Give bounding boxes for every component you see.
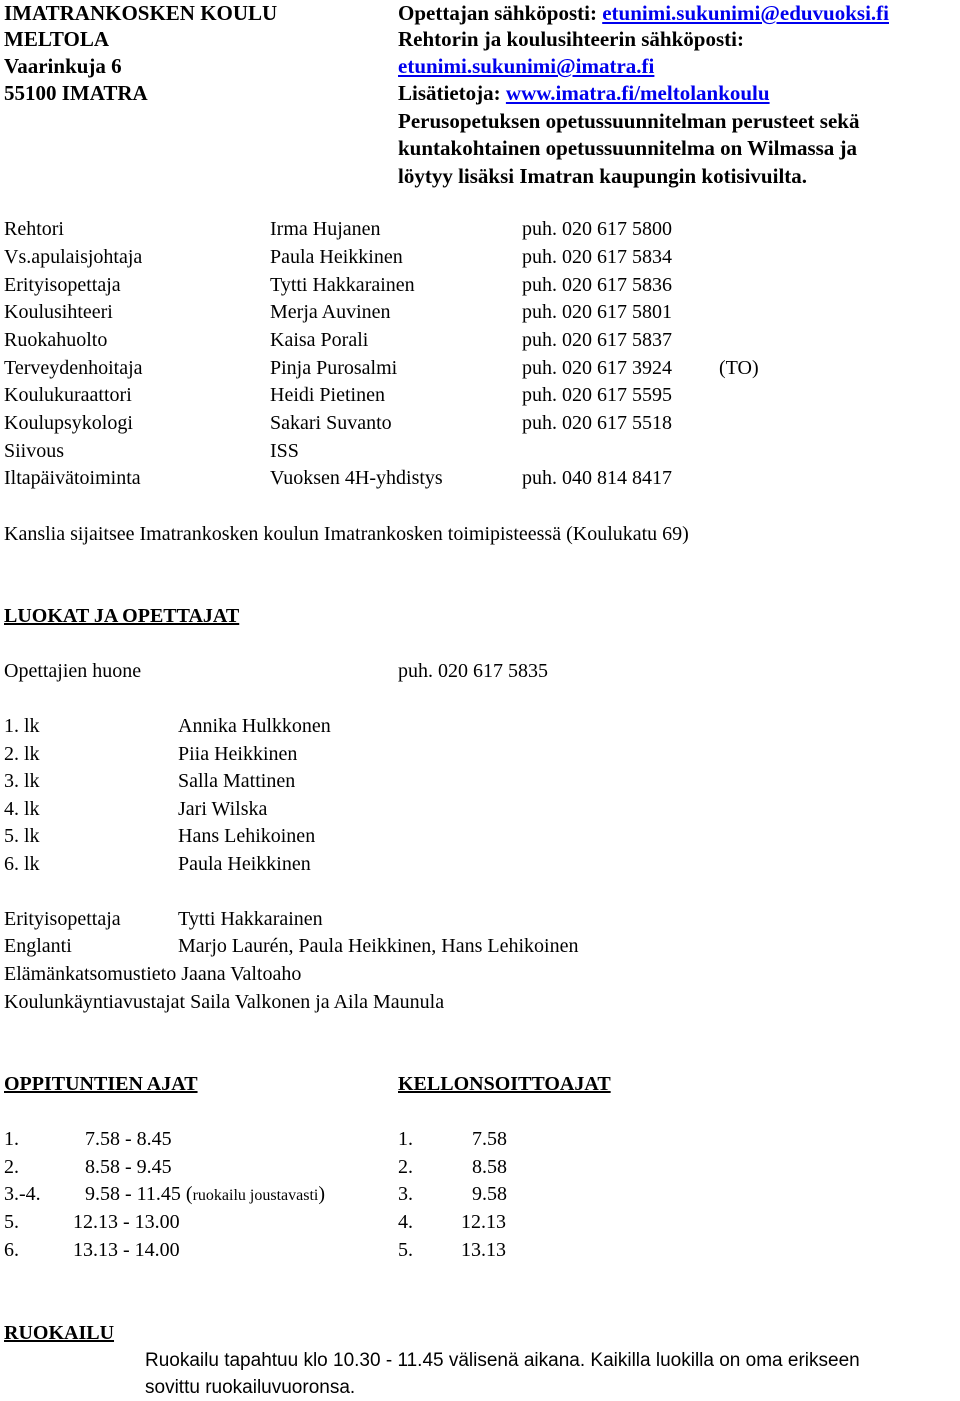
grade-teacher: Piia Heikkinen [178, 743, 298, 765]
special-teacher: Marjo Laurén, Paula Heikkinen, Hans Lehikoinen [178, 935, 579, 957]
unit-name: MELTOLA [4, 27, 110, 51]
teachers-room-phone: puh. 020 617 5835 [398, 660, 548, 682]
postal-address: 55100 IMATRA [4, 81, 148, 105]
grade-label: 6. lk [4, 853, 40, 875]
bell-number: 1. [398, 1128, 413, 1150]
teacher-email-link[interactable]: etunimi.sukunimi@eduvuoksi.fi [602, 1, 889, 25]
staff-phone: puh. 020 617 5837 [522, 329, 672, 351]
info-label: Lisätietoja: [398, 81, 506, 105]
office-note: Kanslia sijaitsee Imatrankosken koulun Imatrankosken toimipisteessä (Koulukatu 69) [4, 523, 689, 545]
staff-phone: puh. 020 617 3924 [522, 357, 672, 379]
bell-number: 2. [398, 1156, 413, 1178]
staff-role: Terveydenhoitaja [4, 357, 143, 379]
curriculum-line-3: löytyy lisäksi Imatran kaupungin kotisivuilta. [398, 164, 808, 188]
grade-teacher: Salla Mattinen [178, 770, 296, 792]
bell-number: 4. [398, 1211, 413, 1233]
street-address: Vaarinkuja 6 [4, 54, 122, 78]
staff-note: (TO) [719, 357, 759, 379]
staff-name: Vuoksen 4H-yhdistys [270, 467, 443, 489]
staff-name: Irma Hujanen [270, 218, 381, 240]
staff-phone: puh. 020 617 5595 [522, 384, 672, 406]
staff-name: Heidi Pietinen [270, 384, 385, 406]
bell-number: 5. [398, 1239, 413, 1261]
staff-role: Koulusihteeri [4, 301, 113, 323]
lunch-line-1: Ruokailu tapahtuu klo 10.30 - 11.45 välisenä aikana. Kaikilla luokilla on oma erikseen [145, 1350, 860, 1371]
lesson-note: ruokailu joustavasti [192, 1187, 319, 1204]
ethics-line: Elämänkatsomustieto Jaana Valtoaho [4, 963, 302, 985]
info-url-link[interactable]: www.imatra.fi/meltolankoulu [505, 81, 770, 105]
staff-name: ISS [270, 440, 299, 462]
lesson-number: 1. [4, 1128, 19, 1150]
lesson-number: 5. [4, 1211, 19, 1233]
lesson-time-with-note [85, 1181, 325, 1209]
special-subject: Englanti [4, 935, 72, 957]
special-subject: Erityisopettaja [4, 908, 121, 930]
bell-time: 13.13 [461, 1239, 506, 1261]
staff-name: Pinja Purosalmi [270, 357, 398, 379]
grade-label: 1. lk [4, 715, 40, 737]
staff-role: Iltapäivätoiminta [4, 467, 141, 489]
grade-teacher: Annika Hulkkonen [178, 715, 331, 737]
bells-heading: KELLONSOITTOAJAT [398, 1073, 611, 1095]
staff-role: Vs.apulaisjohtaja [4, 246, 143, 268]
staff-phone: puh. 020 617 5834 [522, 246, 672, 268]
staff-phone: puh. 020 617 5836 [522, 274, 672, 296]
staff-role: Siivous [4, 440, 65, 462]
lesson-time: 9.58 - 11.45 ( [85, 1183, 193, 1205]
lesson-number: 3.-4. [4, 1183, 41, 1205]
info-line [398, 80, 770, 107]
lesson-number: 2. [4, 1156, 19, 1178]
grade-label: 3. lk [4, 770, 40, 792]
teacher-email-line [398, 0, 889, 27]
staff-phone: puh. 020 617 5800 [522, 218, 672, 240]
lesson-time: 8.58 - 9.45 [85, 1156, 172, 1178]
grade-label: 5. lk [4, 825, 40, 847]
curriculum-line-1: Perusopetuksen opetussuunnitelman perusteet sekä [398, 109, 860, 133]
bell-time: 12.13 [461, 1211, 506, 1233]
principal-email-label: Rehtorin ja koulusihteerin sähköposti: [398, 27, 744, 51]
principal-email-link[interactable]: etunimi.sukunimi@imatra.fi [398, 54, 655, 78]
staff-role: Erityisopettaja [4, 274, 121, 296]
grade-teacher: Hans Lehikoinen [178, 825, 316, 847]
lunch-line-2: sovittu ruokailuvuoronsa. [145, 1377, 356, 1398]
bell-time: 8.58 [472, 1156, 507, 1178]
grade-label: 2. lk [4, 743, 40, 765]
staff-role: Ruokahuolto [4, 329, 108, 351]
teachers-room-label: Opettajien huone [4, 660, 142, 682]
staff-phone: puh. 020 617 5801 [522, 301, 672, 323]
grade-teacher: Jari Wilska [178, 798, 268, 820]
lesson-number: 6. [4, 1239, 19, 1261]
bell-number: 3. [398, 1183, 413, 1205]
bell-time: 7.58 [472, 1128, 507, 1150]
staff-name: Kaisa Porali [270, 329, 369, 351]
bell-time: 9.58 [472, 1183, 507, 1205]
staff-name: Merja Auvinen [270, 301, 391, 323]
classes-heading: LUOKAT JA OPETTAJAT [4, 605, 240, 627]
staff-role: Koulupsykologi [4, 412, 133, 434]
lessons-heading: OPPITUNTIEN AJAT [4, 1073, 198, 1095]
special-teacher: Tytti Hakkarainen [178, 908, 323, 930]
lesson-time: 12.13 - 13.00 [73, 1211, 180, 1233]
curriculum-line-2: kuntakohtainen opetussuunnitelma on Wilmassa ja [398, 136, 858, 160]
staff-name: Paula Heikkinen [270, 246, 403, 268]
staff-role: Rehtori [4, 218, 64, 240]
lesson-time: 13.13 - 14.00 [73, 1239, 180, 1261]
staff-phone: puh. 020 617 5518 [522, 412, 672, 434]
lunch-heading: RUOKAILU [4, 1322, 115, 1344]
staff-role: Koulukuraattori [4, 384, 132, 406]
staff-name: Tytti Hakkarainen [270, 274, 415, 296]
staff-name: Sakari Suvanto [270, 412, 392, 434]
staff-phone: puh. 040 814 8417 [522, 467, 672, 489]
teacher-email-label: Opettajan sähköposti: [398, 1, 603, 25]
school-name: IMATRANKOSKEN KOULU [4, 1, 278, 25]
grade-teacher: Paula Heikkinen [178, 853, 311, 875]
grade-label: 4. lk [4, 798, 40, 820]
assistants-line: Koulunkäyntiavustajat Saila Valkonen ja Aila Maunula [4, 991, 445, 1013]
lesson-note-close: ) [318, 1183, 326, 1205]
lesson-time: 7.58 - 8.45 [85, 1128, 172, 1150]
